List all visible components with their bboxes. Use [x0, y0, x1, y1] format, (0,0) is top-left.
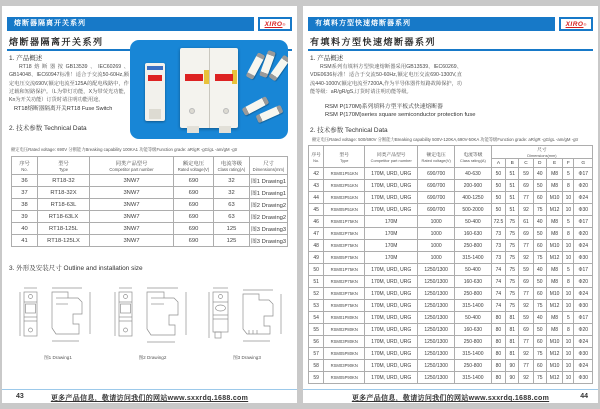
- brand-name: XIRO: [565, 20, 584, 28]
- table-row: 44 RSM03P51KN 170M, URD, URG 690/700 400-1250 50 51 77 60 M10 10 Φ24: [309, 192, 593, 204]
- outline-drawing-3: [205, 284, 289, 361]
- technical-drawing: [16, 284, 100, 348]
- outline-drawings: [16, 284, 289, 361]
- col-header-competitor: 同类产品型号 Competitor part number: [90, 157, 174, 175]
- table-row: 38 RT18-63L 3NW7 690 63 图2 Drawing2: [12, 199, 288, 211]
- footer-website-link[interactable]: 更多产品信息，敬请访问我们的网站www.sxxrdq.1688.com: [50, 395, 249, 402]
- col-header-current: 电流等级 Class rating(A): [455, 146, 492, 168]
- dim-col-e: E: [546, 159, 562, 168]
- table-note: 额定电压Rated voltage: 690V 分断能力Breaking capability 100KA1 功能等级Function grade: aR/gR -gG/gL -am/gM -gtr: [11, 147, 238, 152]
- indicator-window: [215, 74, 233, 81]
- page-left: [2, 6, 297, 403]
- drawing-label: 图2 Drawing2: [138, 355, 167, 360]
- table-row: 36 RT18-32 3NW7 690 32 图1 Drawing1: [12, 175, 288, 187]
- table-row: 50 RSM01P75KN 170M, URD, URG 1250/1300 50-400 74 75 59 40 M8 5 Φ17: [309, 264, 593, 276]
- table-row: 43 RSM02P51KN 170M, URD, URG 690/700 200-900 50 51 69 50 M8 8 Φ20: [309, 180, 593, 192]
- drawing-label: 图1 Drawing1: [44, 355, 72, 360]
- outline-heading: 3. 外形及安装尺寸 Outline and installation size: [9, 265, 143, 272]
- col-header-competitor: 同类产品型号 Competitor part number: [365, 146, 418, 168]
- rsm-spec-table: [308, 145, 593, 384]
- table-row: 49 RSM05P75KN 170M 1000 315-1400 73 75 92 75 M12 10 Φ30: [309, 252, 593, 264]
- indicator-window: [185, 74, 203, 81]
- table-row: 37 RT18-32X 3NW7 690 32 图1 Drawing1: [12, 187, 288, 199]
- outline-drawing-1: [16, 284, 100, 361]
- table-row: 39 RT18-63LX 3NW7 690 63 图2 Drawing2: [12, 211, 288, 223]
- technical-drawing: [205, 284, 289, 348]
- registered-mark: ®: [282, 21, 286, 27]
- page-right: [303, 6, 598, 403]
- title-rule: [308, 49, 593, 51]
- page-number: 43: [16, 393, 24, 400]
- tech-data-heading: 2. 技术参数 Technical Data: [9, 125, 87, 132]
- table-row: 58 RSM03P90KN 170M, URD, URG 1250/1300 250-800 80 90 77 60 M10 10 Φ24: [309, 360, 593, 372]
- brand-logo: [258, 17, 292, 31]
- col-header-dimensions: 尺寸 Dimensions(mm): [250, 157, 288, 175]
- col-header-voltage: 额定电压 Rated voltage(V): [174, 157, 214, 175]
- table-row: 45 RSM05P51KN 170M, URD, URG 690/700 500-2000 50 51 92 75 M12 10 Φ30: [309, 204, 593, 216]
- section-title: 熔断器隔离开关系列: [9, 37, 104, 47]
- table-row: 53 RSM05P75KN 170M, URD, URG 1250/1300 315-1400 74 75 92 75 M12 10 Φ30: [309, 300, 593, 312]
- fuse-holder-1pole: [145, 63, 165, 121]
- tech-data-heading: 2. 技术参数 Technical Data: [310, 127, 388, 134]
- outline-drawing-2: [111, 284, 195, 361]
- table-row: 41 RT18-125LX 3NW7 690 125 图3 Drawing3: [12, 235, 288, 247]
- dim-col-c: C: [519, 159, 533, 168]
- footer-website-link[interactable]: 更多产品信息，敬请访问我们的网站www.sxxrdq.1688.com: [351, 395, 550, 402]
- col-header-no: 序号 No.: [12, 157, 38, 175]
- product-photo-panel: [130, 40, 288, 139]
- table-row: 59 RSM05P90KN 170M, URD, URG 1250/1300 315-1400 80 90 92 75 M12 10 Φ30: [309, 372, 593, 384]
- dim-col-d: D: [533, 159, 546, 168]
- overview-paragraph: RT18熔断器按GB13539、IEC60269、GB14048、IEC60947标准！适合于交流50-60Hz,额定电压交流690V,额定电流至125A的配电线路中，作过载和短路保护。（L为带灯功能，X为带荧光功能，Kn为开关功能）订货时请注明功能用途。: [9, 64, 129, 104]
- table-note: 额定电压Rated voltage: 500/690V 分断能力Breaking capability 500V-120KA,690V-50KA 功能等级Function grade: aR/gR -gG/gL -am/gM -gtr: [312, 137, 579, 142]
- table-row: 57 RSM05P80KN 170M, URD, URG 1250/1300 315-1400 80 81 92 75 M12 10 Φ30: [309, 348, 593, 360]
- col-header-type: 型号 Type: [324, 146, 365, 168]
- table-row: 47 RSM02P75KN 170M 1000 160-630 73 75 69 50 M8 8 Φ20: [309, 228, 593, 240]
- product-name-zh: RSM P(170M)系列填料方型平板式快速熔断器: [325, 104, 443, 110]
- col-header-current: 电流等级 Class rating(A): [214, 157, 250, 175]
- overview-paragraph: RSM系列有填料方型快速熔断器采用GB13539、IEC60269、VDE0636标准！适合于交流50-60Hz,额定电压交流690-1300V,直流440-1000V,额定电流至7200A,作为半导体器件短路故障保护，功能等级：aR/gR/gS,订货时请注明功能等级。: [310, 64, 462, 95]
- table-row: 40 RT18-125L 3NW7 690 125 图3 Drawing3: [12, 223, 288, 235]
- dim-col-f: F: [563, 159, 574, 168]
- col-header-dimensions: 尺寸 Dimensions(mm): [491, 146, 592, 159]
- table-row: 55 RSM02P80KN 170M, URD, URG 1250/1300 160-630 80 81 69 50 M8 8 Φ20: [309, 324, 593, 336]
- dim-col-a: A: [491, 159, 505, 168]
- series-header-bar: 有填料方型快速熔断器系列: [308, 17, 555, 31]
- table-row: 56 RSM03P80KN 170M, URD, URG 1250/1300 250-800 80 81 77 60 M10 10 Φ24: [309, 336, 593, 348]
- table-row: 42 RSM01P51KN 170M, URD, URG 690/700 40-630 50 51 59 40 M8 5 Φ17: [309, 168, 593, 180]
- page-number: 44: [580, 393, 588, 400]
- col-header-voltage: 额定电压 Rated voltage(V): [418, 146, 455, 168]
- drawing-label: 图3 Drawing3: [233, 355, 261, 360]
- indicator-window: [148, 75, 162, 81]
- series-header-bar: 熔断器隔离开关系列: [7, 17, 254, 31]
- overview-heading: 1. 产品概述: [310, 55, 344, 62]
- section-title: 有填料方型快速熔断器系列: [310, 37, 437, 47]
- technical-drawing: [111, 284, 195, 348]
- product-name-en: RSM P(170M)series square semiconductor protection fuse: [325, 112, 476, 119]
- product-name-lines: [325, 103, 475, 119]
- dim-col-b: B: [506, 159, 519, 168]
- footer-rule: [303, 389, 598, 390]
- overview-heading: 1. 产品概述: [9, 55, 43, 62]
- table-row: 54 RSM01P80KN 170M, URD, URG 1250/1300 50-400 80 81 59 40 M8 5 Φ17: [309, 312, 593, 324]
- dim-col-g: G: [574, 159, 593, 168]
- brand-logo: [559, 17, 593, 31]
- brand-name: XIRO: [264, 20, 283, 28]
- footer-rule: [2, 389, 297, 390]
- registered-mark: ®: [583, 21, 587, 27]
- product-name-line: RT18熔断器隔离开关RT18 Fuse Switch: [14, 106, 113, 112]
- rt18-spec-table: [11, 156, 288, 247]
- fuse-holder-2pole: [180, 48, 238, 128]
- col-header-no: 序号 No.: [309, 146, 324, 168]
- col-header-type: 型号 Type: [38, 157, 90, 175]
- table-row: 52 RSM03P75KN 170M, URD, URG 1250/1300 250-800 74 75 77 60 M10 10 Φ24: [309, 288, 593, 300]
- table-row: 51 RSM02P75KN 170M, URD, URG 1250/1300 160-630 74 75 69 50 M8 8 Φ20: [309, 276, 593, 288]
- table-row: 48 RSM03P75KN 170M 1000 250-800 73 75 77 60 M10 10 Φ24: [309, 240, 593, 252]
- table-row: 46 RSM01P75KN 170M 1000 50-400 72.5 75 61 40 M8 5 Φ17: [309, 216, 593, 228]
